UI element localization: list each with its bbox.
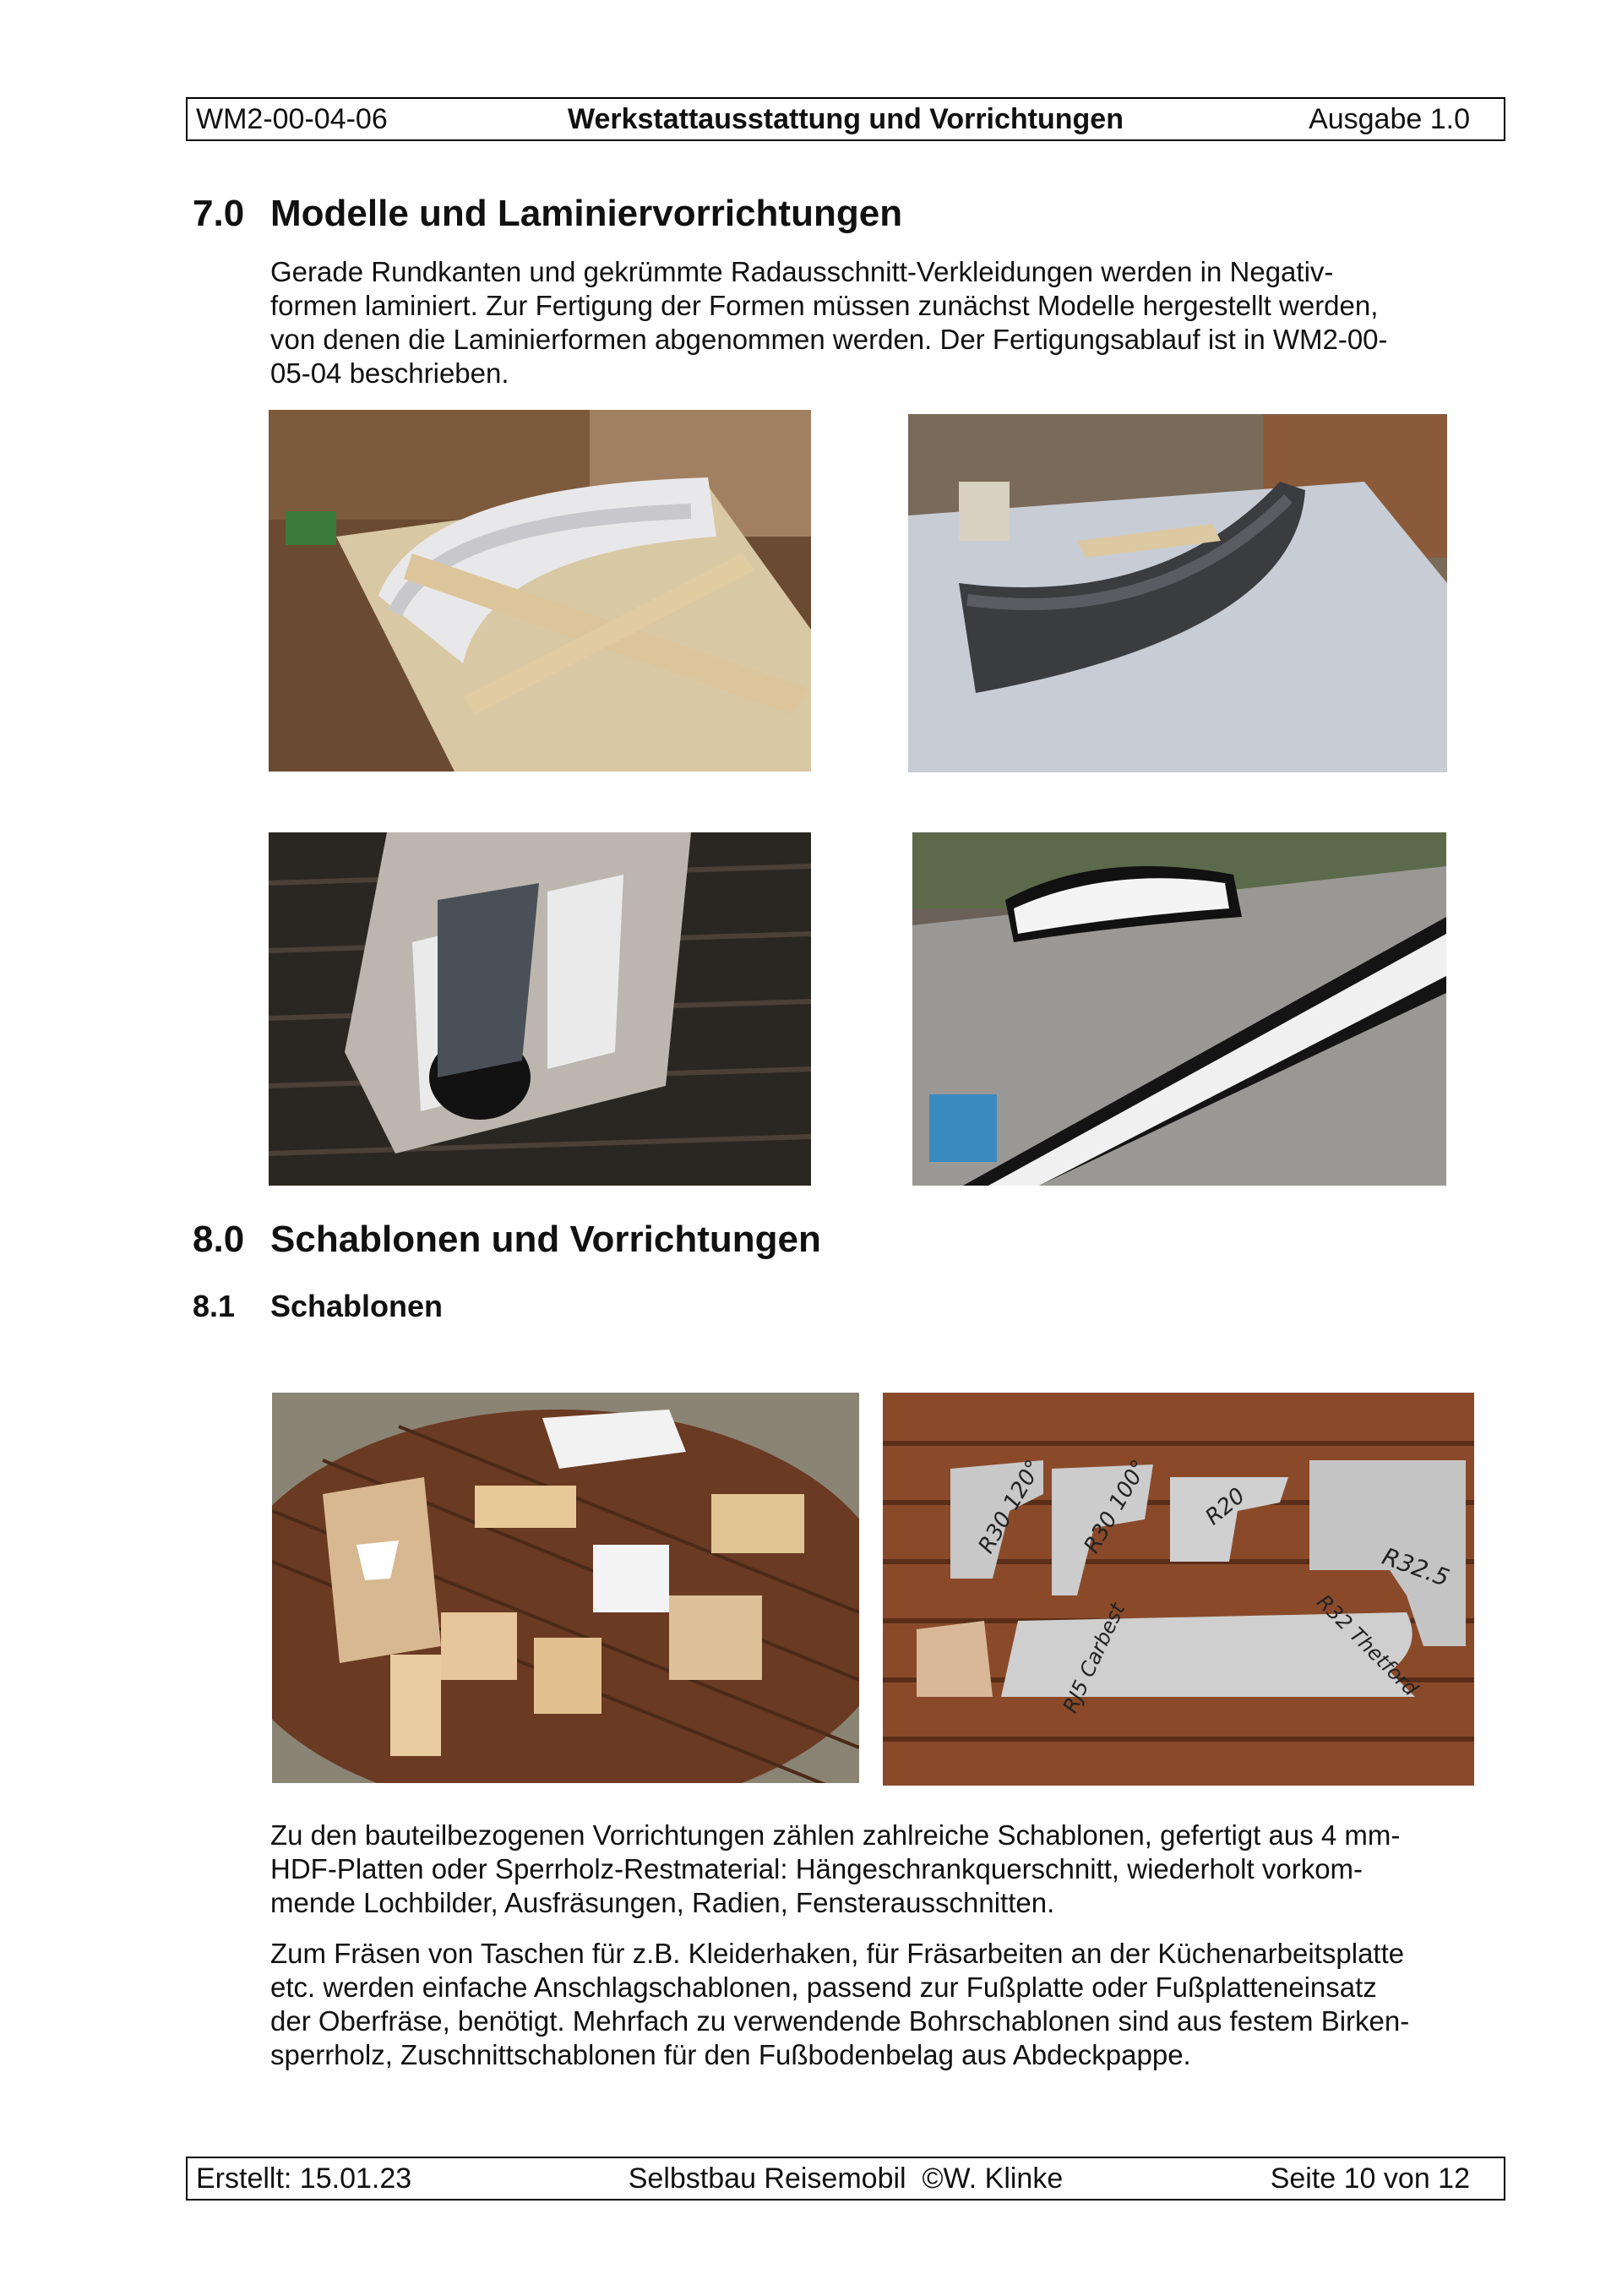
text-line: 05-04 beschrieben.	[270, 357, 509, 389]
text-line: sperrholz, Zuschnittschablonen für den Fußbodenbelag aus Abdeckpappe.	[270, 2039, 1191, 2070]
section-8-heading	[193, 1219, 821, 1261]
photo-laminated-part	[908, 414, 1447, 772]
text-line: mende Lochbilder, Ausfräsungen, Radien, Fensterausschnitten.	[270, 1887, 1055, 1918]
section-title: Modelle und Laminiervorrichtungen	[270, 193, 903, 234]
section-number: 8.1	[193, 1289, 236, 1323]
template-labels	[883, 1393, 1474, 1786]
template-label: R32 Thetford	[1312, 1590, 1423, 1701]
text-line: HDF-Platten oder Sperrholz-Restmaterial: Hängeschrankquerschnitt, wiederholt vorkom-	[270, 1853, 1363, 1884]
text-line: der Oberfräse, benötigt. Mehrfach zu verwendende Bohrschablonen sind aus festem Birken-	[270, 2005, 1410, 2037]
page-header	[186, 97, 1505, 141]
template-label: RJ5 Carbest	[1058, 1599, 1130, 1717]
section-title: Schablonen und Vorrichtungen	[270, 1219, 821, 1260]
page-number: Seite 10 von 12	[1270, 2162, 1470, 2195]
template-label: R32.5	[1378, 1542, 1453, 1592]
section-number: 8.0	[193, 1219, 245, 1260]
section-title: Schablonen	[270, 1289, 444, 1323]
section-7-paragraph	[270, 255, 1504, 390]
text-line: Zum Fräsen von Taschen für z.B. Kleiderhaken, für Fräsarbeiten an der Küchenarbeitsplatte	[270, 1938, 1405, 1969]
text-line: Gerade Rundkanten und gekrümmte Radausschnitt-Verkleidungen werden in Negativ-	[270, 256, 1334, 287]
page-footer	[186, 2157, 1505, 2201]
edition: Ausgabe 1.0	[1309, 102, 1470, 135]
created-date: Erstellt: 15.01.23	[196, 2162, 412, 2195]
footer-center: Selbstbau Reisemobil ©W. Klinke	[628, 2162, 1064, 2195]
photo-straight-mold	[269, 832, 811, 1186]
header-title: Werkstattausstattung und Vorrichtungen	[567, 102, 1124, 135]
photo-wood-templates	[272, 1393, 859, 1783]
photo-white-mold	[912, 832, 1446, 1186]
text-line: von denen die Laminierformen abgenommen werden. Der Fertigungsablauf ist in WM2-00-	[270, 324, 1388, 355]
section-8-1-heading	[193, 1289, 443, 1324]
photo-curved-model	[269, 410, 811, 772]
doc-id: WM2-00-04-06	[196, 102, 388, 135]
template-label: R20	[1200, 1483, 1250, 1530]
section-number: 7.0	[193, 193, 245, 234]
section-8-1-paragraph-2	[270, 1937, 1504, 2072]
section-8-1-paragraph-1	[270, 1819, 1504, 1920]
template-label: R30 120°	[973, 1455, 1048, 1558]
section-7-heading	[193, 193, 902, 235]
template-label: R30 100°	[1079, 1455, 1153, 1558]
text-line: etc. werden einfache Anschlagschablonen, passend zur Fußplatte oder Fußplatteneinsatz	[270, 1972, 1377, 2003]
text-line: Zu den bauteilbezogenen Vorrichtungen zählen zahlreiche Schablonen, gefertigt aus 4 mm-	[270, 1819, 1401, 1851]
text-line: formen laminiert. Zur Fertigung der Formen müssen zunächst Modelle hergestellt werden,	[270, 290, 1379, 321]
